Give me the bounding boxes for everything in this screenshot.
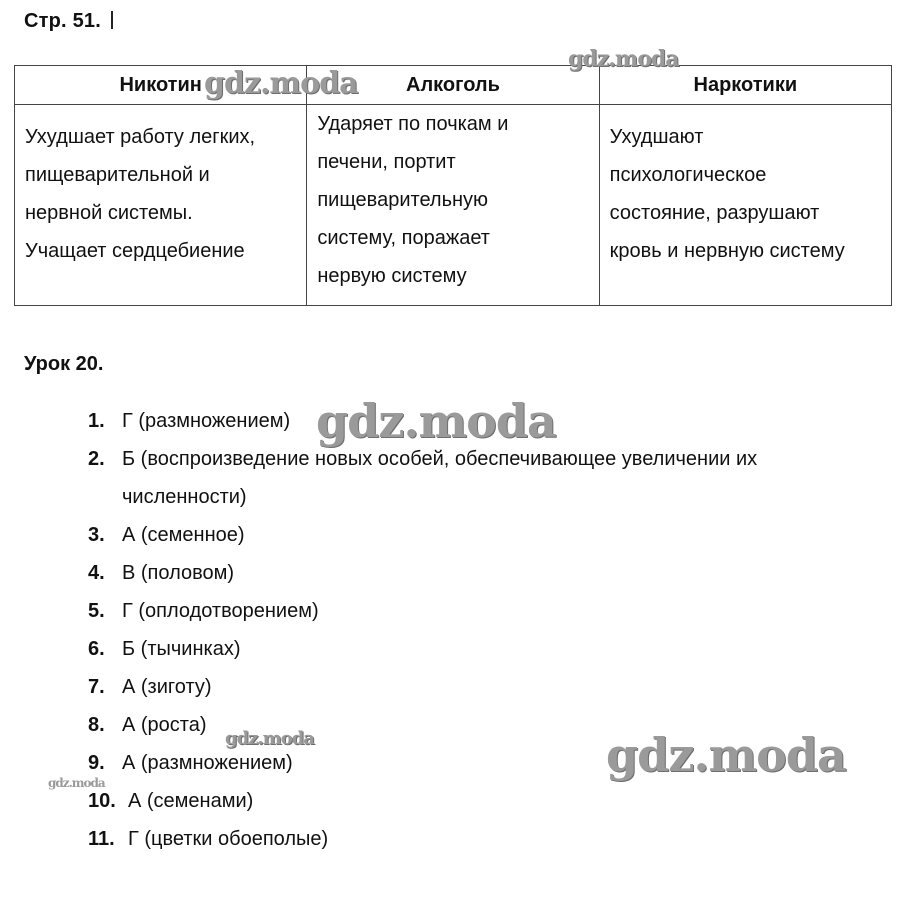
item-text: Г (размножением) <box>122 410 291 432</box>
cell-line: Ухудшают <box>609 126 704 148</box>
cell-line: пищеварительную <box>317 189 489 211</box>
cell-nicotine <box>15 105 307 306</box>
table-row <box>15 105 892 306</box>
header-drugs: Наркотики <box>599 66 891 105</box>
watermark: gdz.moda <box>606 728 846 782</box>
cell-line: нервной системы. <box>25 202 193 224</box>
comparison-table <box>14 65 892 306</box>
item-number: 8. <box>88 714 105 736</box>
item-number: 2. <box>88 448 105 470</box>
header-nicotine: Никотин <box>15 66 307 105</box>
item-text: Б (воспроизведение новых особей, обеспечивающее увеличении их численности) <box>122 448 758 508</box>
cell-line: печени, портит <box>317 151 456 173</box>
item-text: В (половом) <box>122 562 235 584</box>
item-number: 11. <box>88 828 115 850</box>
page-heading: Стр. 51. <box>24 10 113 33</box>
watermark: gdz.moda <box>568 46 679 72</box>
item-number: 1. <box>88 410 105 432</box>
list-item <box>88 440 848 516</box>
item-text: А (зиготу) <box>122 676 212 698</box>
answer-list <box>88 402 848 858</box>
table-header-row <box>15 66 892 105</box>
cell-line: Ухудшает работу легких, <box>25 126 256 148</box>
item-text: Б (тычинках) <box>122 638 241 660</box>
list-item <box>88 554 848 592</box>
item-text: А (семенами) <box>128 790 254 812</box>
watermark: gdz.moda <box>316 394 556 448</box>
list-item <box>88 782 848 820</box>
item-number: 3. <box>88 524 105 546</box>
cell-alcohol <box>307 105 599 306</box>
watermark: gdz.moda <box>204 66 358 101</box>
cell-line: психологическое <box>609 164 767 186</box>
list-item <box>88 592 848 630</box>
cursor-mark <box>111 11 113 29</box>
item-number: 10. <box>88 790 116 812</box>
header-alcohol: Алкоголь <box>307 66 599 105</box>
item-number: 7. <box>88 676 105 698</box>
cell-line: Учащает сердцебиение <box>25 240 245 262</box>
cell-line: нервую систему <box>317 265 467 287</box>
cell-line: кровь и нервную систему <box>609 240 845 262</box>
cell-drugs <box>599 105 891 306</box>
cell-line: пищеварительной и <box>25 164 210 186</box>
item-text: Г (оплодотворением) <box>122 600 319 622</box>
lesson-heading: Урок 20. <box>24 353 104 375</box>
item-number: 5. <box>88 600 105 622</box>
cell-line: систему, поражает <box>317 227 490 249</box>
item-number: 4. <box>88 562 105 584</box>
list-item <box>88 668 848 706</box>
item-text: А (размножением) <box>122 752 293 774</box>
item-number: 9. <box>88 752 105 774</box>
item-text: А (роста) <box>122 714 207 736</box>
item-number: 6. <box>88 638 105 660</box>
item-text: Г (цветки обоеполые) <box>128 828 329 850</box>
list-item <box>88 630 848 668</box>
cell-line: состояние, разрушают <box>609 202 820 224</box>
item-text: А (семенное) <box>122 524 245 546</box>
cell-line: Ударяет по почкам и <box>317 113 509 135</box>
watermark: gdz.moda <box>225 728 314 749</box>
list-item <box>88 820 848 858</box>
list-item <box>88 516 848 554</box>
watermark: gdz.moda <box>48 776 105 790</box>
